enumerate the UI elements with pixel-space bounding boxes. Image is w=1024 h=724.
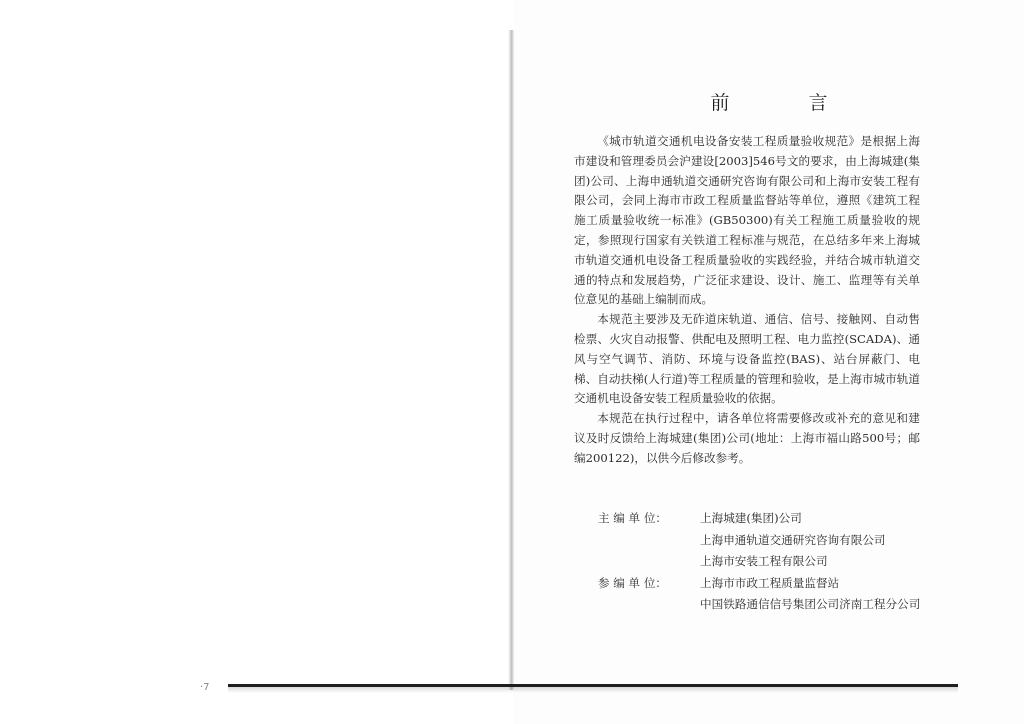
left-page [0, 0, 510, 724]
paragraph: 本规范主要涉及无砟道床轨道、通信、信号、接触网、自动售检票、火灾自动报警、供配电及照明工程、电力监控(SCADA)、通风与空气调节、消防、环境与设备监控(BAS)、站台屏蔽门、电梯、自动扶梯(人行道)等工程质量的管理和验收，是上海市城市轨道交通机电设备安装工程质量验收的依据。 [574, 312, 920, 406]
chief-editor-unit: 上海城建(集团)公司 [700, 511, 802, 525]
paragraph: 《城市轨道交通机电设备安装工程质量验收规范》是根据上海市建设和管理委员会沪建设[2003]546号文的要求，由上海城建(集团)公司、上海申通轨道交通研究咨询有限公司和上海市安装工程有限公司，会同上海市市政工程质量监督站等单位，遵照《建筑工程施工质量验收统一标准》(GB50300)有关工程施工质量验收的规定，参照现行国家有关铁道工程标准与规范，在总结多年来上海城市轨道交通机电设备工程质量验收的实践经验，并结合城市轨道交通的特点和发展趋势，广泛征求建设、设计、施工、监理等有关单位意见的基础上编制而成。 [574, 134, 920, 307]
chief-editor-label: 主 编 单 位： [598, 511, 668, 525]
participating-editor-unit: 中国铁路通信信号集团公司济南工程分公司 [700, 597, 921, 611]
chief-editor-unit: 上海申通轨道交通研究咨询有限公司 [700, 532, 886, 547]
chief-editor-unit: 上海市安装工程有限公司 [700, 554, 828, 568]
page-heading: 前 言 [710, 92, 858, 114]
editor-credits [574, 508, 954, 616]
right-page [514, 0, 1024, 724]
participating-editor-row [574, 573, 954, 595]
paragraph: 本规范在执行过程中，请各单位将需要修改或补充的意见和建议及时反馈给上海城建(集团)公司(地址：上海市福山路500号；邮编200122)，以供今后修改参考。 [574, 411, 920, 465]
participating-editor-label: 参 编 单 位： [598, 575, 668, 590]
chief-editor-row [574, 508, 954, 530]
page-mark: ·7 [200, 682, 210, 693]
preface-body [574, 132, 920, 469]
page-bottom-shadow [228, 687, 958, 693]
participating-editor-unit: 上海市市政工程质量监督站 [700, 575, 840, 590]
